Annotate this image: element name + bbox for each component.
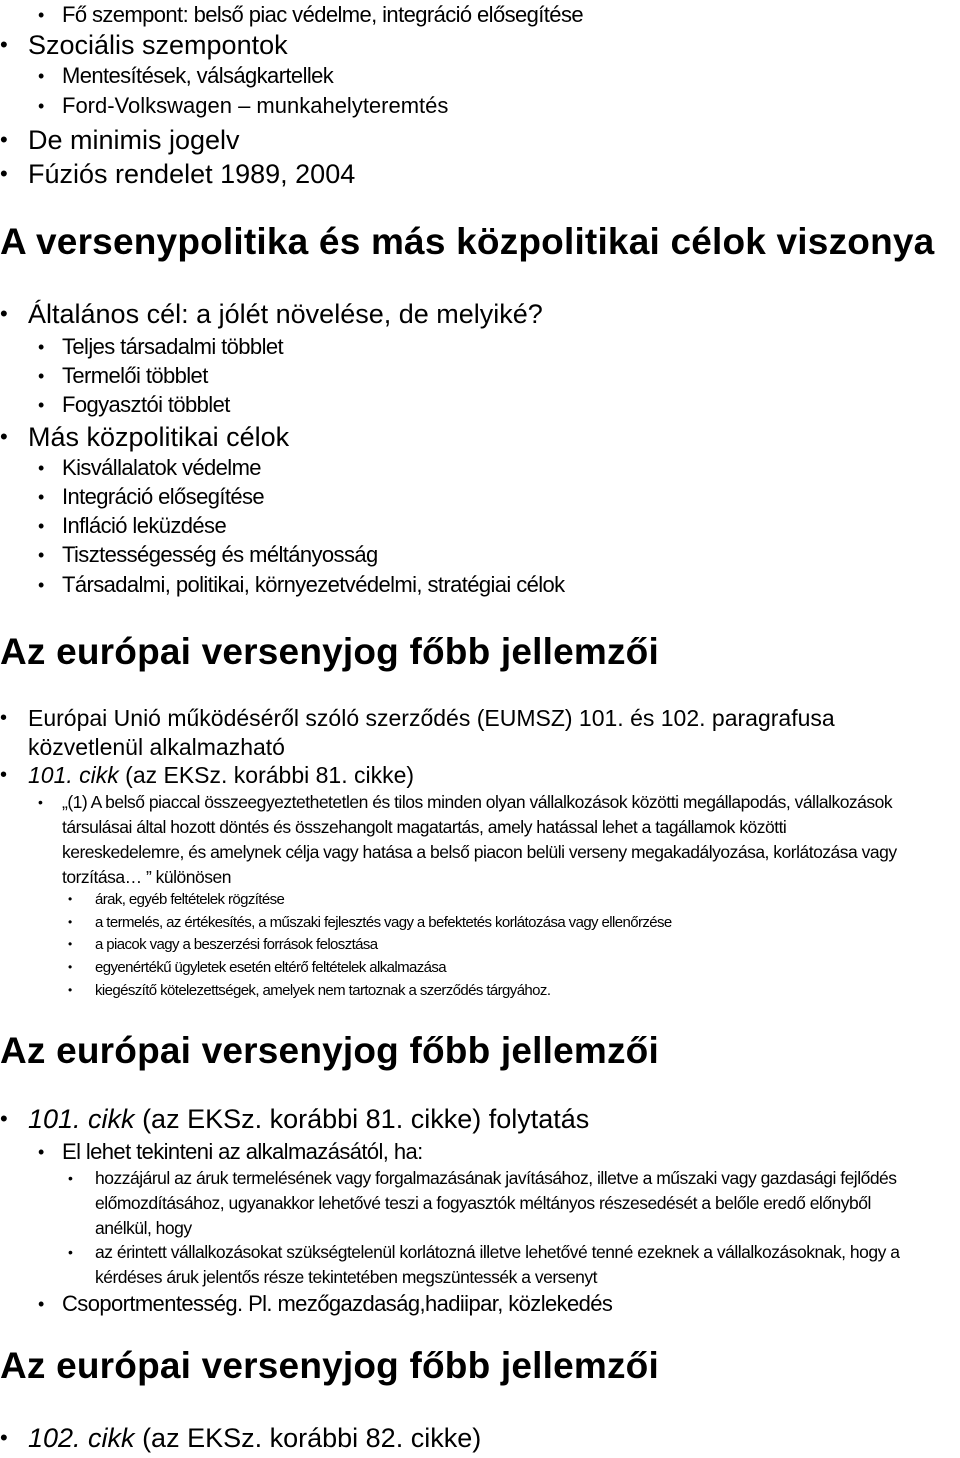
list-item-text: a piacok vagy a beszerzési források felosztása [95, 936, 378, 953]
bullet-icon: • [38, 516, 44, 536]
list-item-text: Tisztességesség és méltányosság [62, 542, 378, 567]
quote-text-continued: torzítása… ” különösen [62, 867, 231, 887]
list-item [0, 512, 226, 540]
list-item-text: Teljes társadalmi többlet [62, 334, 284, 359]
list-item [0, 761, 414, 789]
list-item [0, 934, 378, 955]
article-reference: 102. cikk [28, 1423, 135, 1453]
list-item-text: Integráció elősegítése [62, 484, 265, 509]
list-item [0, 362, 208, 390]
list-item-text [28, 1421, 481, 1455]
list-item [0, 1290, 612, 1318]
list-item-text: árak, egyéb feltételek rögzítése [95, 891, 285, 908]
article-reference: 101. cikk [28, 762, 119, 788]
list-item [0, 957, 446, 978]
list-item [0, 912, 672, 933]
article-reference-rest: (az EKSz. korábbi 81. cikke) folytatás [134, 1104, 590, 1134]
bullet-icon: • [68, 937, 72, 951]
list-item-text-continued: előmozdításához, ugyanakkor lehetővé teszi a fogyasztók méltányos részesedését a belőle eredő előnyből [95, 1193, 871, 1213]
bullet-icon: • [38, 96, 45, 116]
list-item [0, 333, 283, 361]
bullet-icon: • [0, 32, 8, 57]
list-item-text: az érintett vállalkozásokat szükségtelenül korlátozná illetve lehetővé tenné ezeknek a vállalkozásoknak, hogy a [95, 1242, 900, 1262]
list-item-text: De minimis jogelv [28, 125, 240, 155]
list-item-text: Európai Unió működéséről szóló szerződés (EUMSZ) 101. és 102. paragrafusa [28, 705, 835, 731]
bullet-icon: • [38, 366, 44, 386]
list-item [0, 420, 289, 454]
list-item-text: El lehet tekinteni az alkalmazásától, ha: [62, 1139, 423, 1164]
list-item [0, 1, 583, 29]
section-heading: Az európai versenyjog főbb jellemzői [0, 1030, 659, 1071]
list-item-text: Szociális szempontok [28, 30, 288, 60]
section-heading: Az európai versenyjog főbb jellemzői [0, 1345, 659, 1386]
bullet-icon: • [68, 1244, 73, 1260]
bullet-icon: • [38, 458, 44, 478]
list-item-text: Mentesítések, válságkartellek [62, 63, 334, 88]
list-item-text: Társadalmi, politikai, környezetvédelmi, stratégiai célok [62, 572, 565, 597]
list-item [0, 454, 261, 482]
quote-text-continued: kereskedelemre, és amelynek célja vagy hatása a belső piacon belüli verseny megakadályozása, korlátozása vagy [62, 842, 897, 862]
list-item-text: Csoportmentesség. Pl. mezőgazdaság,hadiipar, közlekedés [62, 1291, 613, 1316]
bullet-icon: • [38, 545, 44, 565]
list-item-text: Fő szempont: belső piac védelme, integráció elősegítése [62, 2, 583, 27]
list-item-text-continued: anélkül, hogy [95, 1218, 192, 1238]
bullet-icon: • [0, 764, 8, 786]
bullet-icon: • [0, 424, 8, 449]
list-item [0, 571, 565, 599]
list-item [0, 1138, 423, 1166]
bullet-icon: • [38, 1142, 44, 1162]
list-item [0, 980, 550, 1001]
article-reference-rest: (az EKSz. korábbi 81. cikke) [118, 762, 415, 788]
bullet-icon: • [68, 960, 72, 974]
section-heading: Az európai versenyjog főbb jellemzői [0, 631, 659, 672]
list-item-text [28, 1102, 589, 1136]
list-item [0, 157, 355, 191]
quote-text: „(1) A belső piaccal összeegyeztethetetlen és tilos minden olyan vállalkozások közötti megállapodás, vállalkozások [62, 792, 893, 812]
bullet-icon: • [0, 301, 8, 326]
list-item [0, 704, 835, 732]
quote-text-continued: társulásai által hozott döntés és összehangolt magatartás, amely hatással lehet a tagállamok közötti [62, 817, 787, 837]
list-item-text: a termelés, az értékesítés, a műszaki fejlesztés vagy a befektetés korlátozása vagy ellenőrzése [95, 914, 672, 931]
bullet-icon: • [0, 161, 8, 186]
list-item [0, 391, 230, 419]
bullet-icon: • [68, 983, 72, 997]
list-item [0, 1166, 897, 1190]
article-reference-rest: (az EKSz. korábbi 82. cikke) [134, 1423, 482, 1453]
article-reference: 101. cikk [28, 1104, 135, 1134]
bullet-icon: • [38, 794, 43, 810]
bullet-icon: • [0, 707, 8, 729]
list-item-text: hozzájárul az áruk termelésének vagy forgalmazásának javításához, illetve a műszaki vagy gazdasági fejlődés [95, 1168, 897, 1188]
bullet-icon: • [38, 575, 44, 595]
list-item-text: Más közpolitikai célok [28, 422, 290, 452]
list-item-text: Kisvállalatok védelme [62, 455, 261, 480]
list-item [0, 790, 892, 814]
bullet-icon: • [38, 395, 44, 415]
list-item-text: egyenértékű ügyletek esetén eltérő feltételek alkalmazása [95, 959, 447, 976]
list-item [0, 1240, 899, 1264]
bullet-icon: • [38, 66, 44, 86]
bullet-icon: • [0, 1425, 8, 1450]
list-item [0, 541, 378, 569]
list-item-text-continued: kérdéses áruk jelentős része tekintetében megszüntessék a versenyt [95, 1267, 598, 1287]
bullet-icon: • [38, 1294, 44, 1314]
list-item-text-continued: közvetlenül alkalmazható [28, 734, 285, 760]
list-item-text: Ford-Volkswagen – munkahelyteremtés [62, 93, 449, 118]
bullet-icon: • [0, 127, 8, 152]
bullet-icon: • [38, 5, 44, 25]
list-item-text: Általános cél: a jólét növelése, de melyiké? [28, 299, 543, 329]
list-item [0, 92, 448, 120]
list-item-text [28, 761, 414, 789]
bullet-icon: • [68, 892, 72, 906]
list-item [0, 123, 240, 157]
list-item [0, 28, 288, 62]
list-item [0, 483, 264, 511]
bullet-icon: • [68, 1170, 73, 1186]
bullet-icon: • [38, 487, 44, 507]
list-item-text: kiegészítő kötelezettségek, amelyek nem tartoznak a szerződés tárgyához. [95, 982, 551, 999]
bullet-icon: • [0, 1106, 8, 1131]
list-item [0, 1421, 481, 1455]
bullet-icon: • [38, 337, 44, 357]
list-item-text: Infláció leküzdése [62, 513, 227, 538]
section-heading: A versenypolitika és más közpolitikai célok viszonya [0, 221, 935, 262]
list-item [0, 297, 543, 331]
list-item-text: Termelői többlet [62, 363, 208, 388]
list-item [0, 62, 333, 90]
list-item [0, 889, 284, 910]
bullet-icon: • [68, 915, 72, 929]
list-item [0, 1102, 589, 1136]
list-item-text: Fogyasztói többlet [62, 392, 230, 417]
list-item-text: Fúziós rendelet 1989, 2004 [28, 159, 356, 189]
